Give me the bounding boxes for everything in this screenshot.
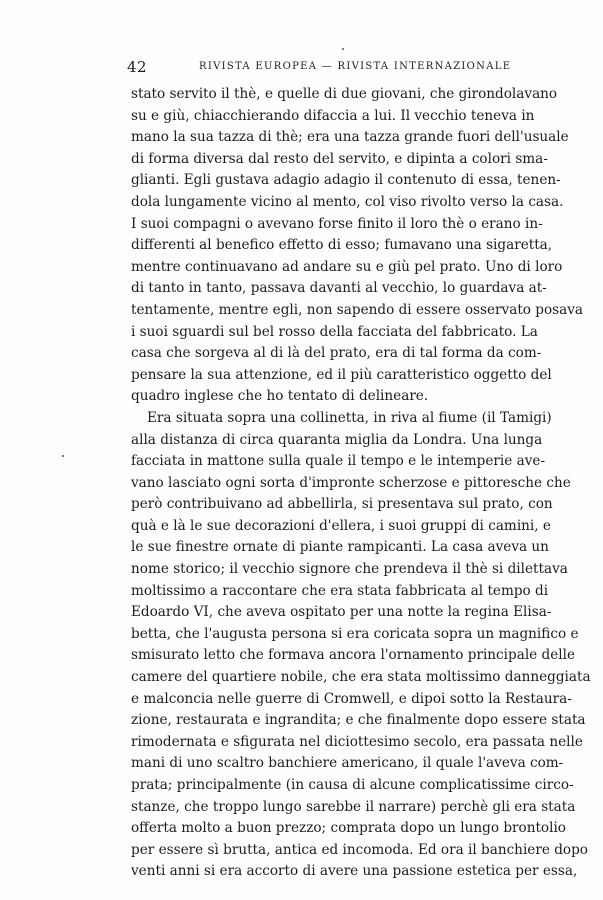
text-line: quà e là le sue decorazioni d'ellera, i suoi gruppi di camini, e: [131, 517, 551, 534]
text-line: tentamente, mentre egli, non sapendo di essere osservato posava: [131, 301, 584, 318]
text-line: di forma diversa dal resto del servito, e dipinta a colori sma-: [131, 150, 548, 167]
text-line: casa che sorgeva al di là del prato, era di tal forma da com-: [131, 345, 542, 362]
text-line: offerta molto a buon prezzo; comprata dopo un lungo brontolio: [131, 820, 566, 837]
text-line: alla distanza di circa quaranta miglia da Londra. Una lunga: [131, 431, 543, 448]
text-line: e malconcia nelle guerre di Cromwell, e dipoi sotto la Restaura-: [131, 690, 572, 707]
text-line: vano lasciato ogni sorta d'impronte scherzose e pittoresche che: [131, 474, 571, 491]
text-line: I suoi compagni o avevano forse finito il loro thè o erano in-: [131, 215, 543, 232]
text-line: dola lungamente vicino al mento, col viso rivolto verso la casa.: [131, 193, 564, 210]
text-line: rimodernata e sfigurata nel diciottesimo secolo, era passata nelle: [131, 733, 583, 750]
text-line: stato servito il thè, e quelle di due giovani, che girondolavano: [131, 86, 558, 102]
text-line: Era situata sopra una collinetta, in riva al fiume (il Tamigi): [147, 409, 552, 426]
text-line: stanze, che troppo lungo sarebbe il narrare) perchè gli era stata: [131, 798, 576, 815]
text-line: camere del quartiere nobile, che era stata moltissimo danneggiata: [131, 669, 591, 686]
text-line: però contribuivano ad abbellirla, si presentava sul prato, con: [131, 496, 553, 513]
page-number: 42: [127, 58, 148, 76]
body-text: [131, 84, 591, 883]
text-line: mani di uno scaltro banchiere americano, il quale l'aveva com-: [131, 755, 564, 772]
page-header: [127, 58, 531, 78]
text-line: betta, che l'augusta persona si era coricata sopra un magnifico e: [131, 625, 579, 642]
text-line: Edoardo VI, che aveva ospitato per una notte la regina Elisa-: [131, 604, 552, 621]
text-line: moltissimo a raccontare che era stata fabbricata al tempo di: [131, 582, 549, 599]
text-line: quadro inglese che ho tentato di delineare.: [131, 388, 429, 405]
text-line: su e giù, chiacchierando difaccia a lui. Il vecchio teneva in: [131, 107, 535, 124]
print-speck: [342, 48, 344, 50]
text-line: venti anni si era accorto di avere una passione estetica per essa,: [131, 863, 578, 880]
print-speck: [62, 455, 64, 457]
text-line: differenti al benefico effetto di esso; fumavano una sigaretta,: [131, 237, 553, 254]
text-line: le sue finestre ornate di piante rampicanti. La casa aveva un: [131, 539, 549, 556]
text-line: di tanto in tanto, passava davanti al vecchio, lo guardava at-: [131, 280, 547, 297]
text-line: zione, restaurata e ingrandita; e che finalmente dopo essere stata: [131, 712, 586, 729]
text-line: facciata in mattone sulla quale il tempo e le intemperie ave-: [131, 453, 546, 470]
text-line: mano la sua tazza di thè; era una tazza grande fuori dell'usuale: [131, 129, 569, 146]
text-line: mentre continuavano ad andare su e giù pel prato. Uno di loro: [131, 258, 563, 275]
text-line: per essere sì brutta, antica ed incomoda. Ed ora il banchiere dopo: [131, 841, 588, 858]
text-line: nome storico; il vecchio signore che prendeva il thè si dilettava: [131, 561, 568, 578]
text-line: i suoi sguardi sul bel rosso della facciata del fabbricato. La: [131, 323, 538, 340]
text-line: prata; principalmente (in causa di alcune complicatissime circo-: [131, 777, 574, 793]
text-line: pensare la sua attenzione, ed il più caratteristico oggetto del: [131, 366, 552, 383]
running-title: RIVISTA EUROPEA — RIVISTA INTERNAZIONALE: [199, 61, 512, 72]
text-line: smisurato letto che formava ancora l'ornamento principale delle: [131, 647, 576, 664]
text-line: glianti. Egli gustava adagio adagio il contenuto di essa, tenen-: [131, 172, 561, 189]
